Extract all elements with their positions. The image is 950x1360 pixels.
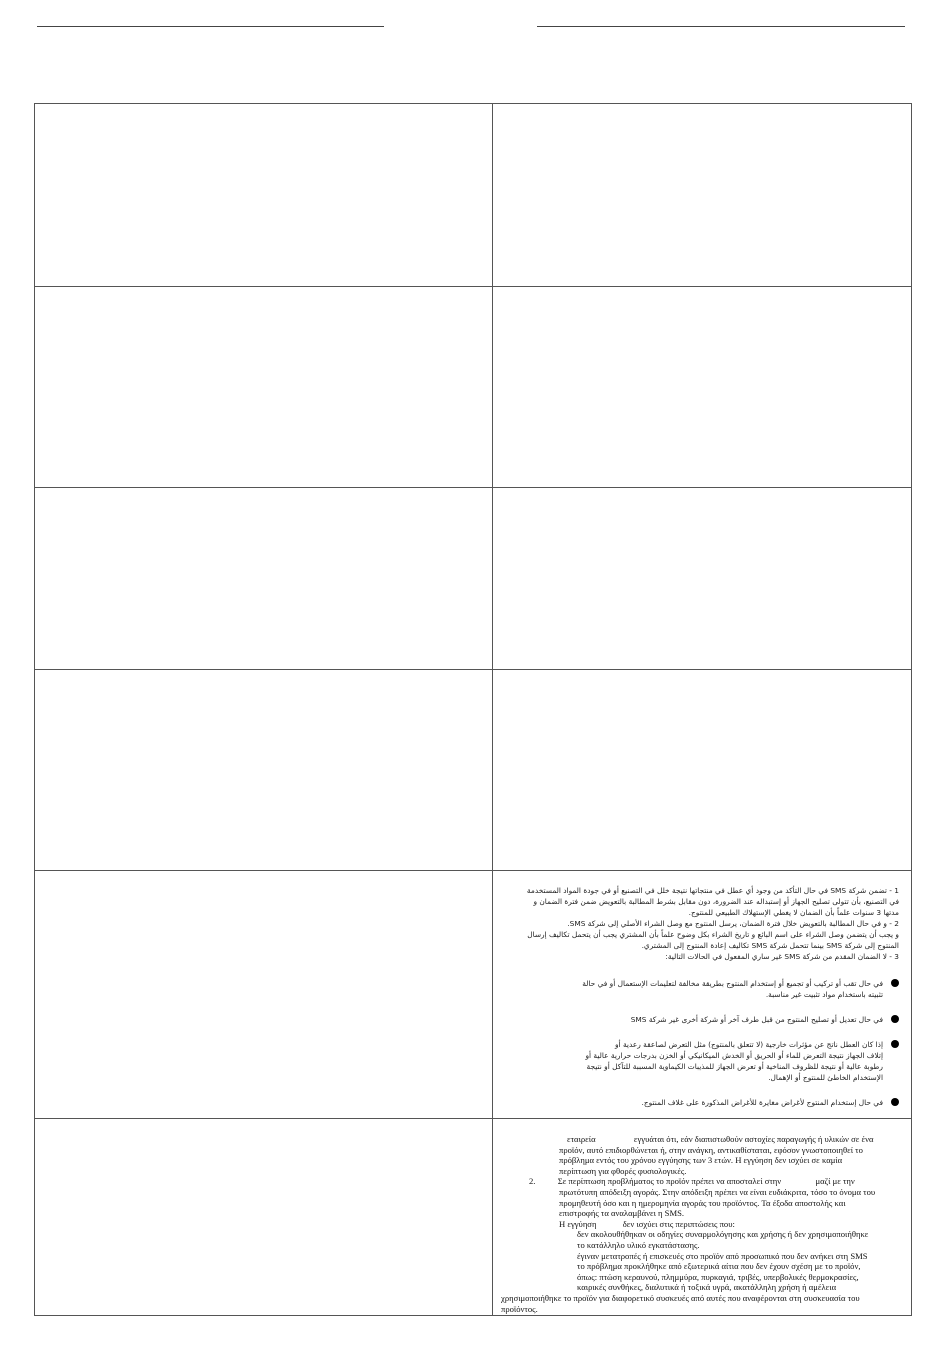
greek-line-1	[501, 1134, 906, 1145]
greek-line-15: καιρικές συνθήκες, διαλυτικά ή τοξικά υγρά, ακατάλληλη χρήση ή αμέλεια	[577, 1282, 837, 1293]
greek-warranty-cell	[493, 1119, 911, 1316]
table-cell	[35, 670, 493, 871]
greek-line-1-b: εγγυάται ότι, εάν διαπιστωθούν αστοχίες παραγωγής ή υλικών σε ένα	[633, 1134, 874, 1144]
bullet-icon	[891, 1098, 899, 1106]
top-rule-right	[537, 26, 905, 27]
greek-line-17: προϊόντος.	[501, 1303, 538, 1314]
arabic-warranty-cell	[493, 871, 911, 1119]
arabic-bullet-4	[504, 1097, 899, 1108]
greek-line-13: το πρόβλημα προκλήθηκε από εξωτερικά αίτια που δεν έχουν σχέση με το προϊόν,	[577, 1261, 861, 1272]
arabic-para-2-line-3: المنتوج إلى شركة SMS بينما تتحمل شركة SMS تكاليف إعادة المنتوج إلى المشتري.	[641, 941, 899, 950]
table-cell	[35, 488, 493, 670]
arabic-bullet-3-line-3: رطوبة عالية أو نتيجة للظروف المناخية أو تعرض الجهاز للمذيبات الكيماوية المسببة للتآكل أو نتيجة	[586, 1062, 883, 1071]
arabic-bullet-1-line-2: تثبيته باستخدام مواد تثبيت غير مناسبة.	[765, 990, 883, 999]
table-row	[35, 669, 911, 871]
table-cell	[35, 104, 493, 286]
table-cell	[493, 670, 911, 871]
arabic-para-2-line-2: و يجب أن يتضمن وصل الشراء على اسم البائع و تاريخ الشراء بكل وضوح علماً بأن المشتري يجب أن يتحمل تكاليف إرسال	[527, 930, 899, 939]
table-row	[35, 870, 911, 1119]
arabic-para-1-line-1: 1 - تضمن شركة SMS في حال التأكد من وجود أي عطل في منتجاتها نتيجة خلل في التصنيع أو في جودة المواد المستخدمة	[526, 886, 899, 895]
greek-item-number-2: 2.	[529, 1176, 536, 1187]
bullet-icon	[891, 1015, 899, 1023]
greek-line-9	[501, 1219, 906, 1230]
greek-warranty-text	[501, 1134, 906, 1314]
greek-line-5-a: Σε περίπτωση προβλήματος το προϊόν πρέπει να αποσταλεί στην	[557, 1176, 782, 1187]
table-cell	[493, 104, 911, 286]
table-cell	[493, 488, 911, 670]
arabic-bullet-3-line-1: إذا كان العطل ناتج عن مؤثرات خارجية (لا تتعلق بالمنتوج) مثل التعرض لصاعقة رعدية أو	[614, 1040, 883, 1049]
arabic-bullet-1-line-1: في حال تقب أو تركيب أو تجميع أو إستخدام المنتوج بطريقة مخالفة لتعليمات الإستعمال أو في حالة	[582, 979, 883, 988]
greek-line-14: όπως: πτώση κεραυνού, πλημμύρα, πυρκαγιά, τριβές, υπερβολικές θερμοκρασίες,	[577, 1271, 859, 1282]
greek-line-5-b: μαζί με την	[815, 1176, 855, 1187]
arabic-para-3: 3 - لا الضمان المقدم من شركة SMS غير ساري المفعول في الحالات التالية:	[665, 952, 899, 961]
table-row	[35, 487, 911, 670]
arabic-bullet-3-line-2: إتلاف الجهاز نتيجة التعرض للماء أو الحريق أو الخدش الميكانيكي أو الخزن بدرجات حرارية عالية أو	[585, 1051, 883, 1060]
greek-line-7: προμηθευτή όσο και η ημερομηνία αγοράς του προϊόντος. Τα έξοδα αποστολής και	[559, 1197, 846, 1208]
arabic-bullet-4-text: في حال إستخدام المنتوج لأغراض مغايرة للأغراض المذكورة على غلاف المنتوج.	[641, 1098, 883, 1107]
greek-line-9-a: Η εγγύηση	[559, 1218, 597, 1229]
table-cell	[35, 871, 493, 1119]
greek-line-8: επιστροφής τα αναλαμβάνει η SMS.	[559, 1208, 685, 1219]
bullet-icon	[891, 979, 899, 987]
greek-line-10: δεν ακολουθήθηκαν οι οδηγίες συναρμολόγησης και χρήσης ή δεν χρησιμοποιήθηκε	[577, 1229, 869, 1240]
table-row	[35, 104, 911, 286]
table-cell	[493, 287, 911, 488]
greek-line-12: έγιναν μετατροπές ή επισκευές στο προϊόν από προσωπικό που δεν ανήκει στη SMS	[577, 1250, 868, 1261]
greek-line-2: προϊόν, αυτό επιδιορθώνεται ή, στην ανάγκη, αντικαθίσταται, εφόσον γνωστοποιηθεί το	[559, 1144, 863, 1155]
greek-line-9-b: δεν ισχύει στις περιπτώσεις που:	[622, 1218, 735, 1229]
arabic-para-2-line-1: 2 - و في حال المطالبة بالتعويض خلال فترة الضمان، يرسل المنتوج مع وصل الشراء الأصلي إلى شركة SMS.	[567, 919, 899, 928]
warranty-table	[34, 103, 912, 1316]
arabic-para-1-line-3: مدتها 3 سنوات علماً بأن الضمان لا يغطي الإستهلاك الطبيعي للمنتوج.	[688, 908, 899, 917]
bullet-icon	[891, 1040, 899, 1048]
greek-line-11: το κατάλληλο υλικό εγκατάστασης.	[577, 1239, 700, 1250]
arabic-warranty-text	[504, 885, 899, 1108]
greek-line-16: χρησιμοποιήθηκε το προϊόν για διαφορετικό συσκευές από αυτές που αναφέρονται στη συσκευασία του	[501, 1292, 860, 1303]
greek-line-3: πρόβλημα εντός του χρόνου εγγύησης των 3 ετών. Η εγγύηση δεν ισχύει σε καμία	[559, 1155, 843, 1166]
table-row	[35, 1118, 911, 1316]
arabic-bullet-2	[504, 1014, 899, 1025]
arabic-bullet-1	[504, 978, 899, 1000]
arabic-bullet-3-line-4: الإستخدام الخاطئ للمنتوج أو الإهمال.	[768, 1073, 883, 1082]
table-cell	[35, 287, 493, 488]
greek-line-5	[501, 1176, 906, 1187]
arabic-bullet-2-text: في حال تعديل أو تصليح المنتوج من قبل طرف آخر أو شركة أخرى غير شركة SMS	[630, 1015, 883, 1024]
arabic-para-1-line-2: في التصنيع، بأن تتولى تصليح الجهاز أو إستبداله عند الضرورة، دون مقابل بشرط المطالبة بالتعويض ضمن فترة الضمان و	[533, 897, 899, 906]
top-rule-left	[37, 26, 384, 27]
greek-line-1-a: εταιρεία	[567, 1134, 596, 1144]
table-row	[35, 286, 911, 488]
greek-line-4: περίπτωση για φθορές φυσιολογικές.	[559, 1165, 687, 1176]
greek-line-6: πρωτότυπη απόδειξη αγοράς. Στην απόδειξη πρέπει να είναι ευδιάκριτα, τόσο το όνομα του	[559, 1186, 876, 1197]
arabic-bullet-3	[504, 1039, 899, 1083]
table-cell	[35, 1119, 493, 1316]
